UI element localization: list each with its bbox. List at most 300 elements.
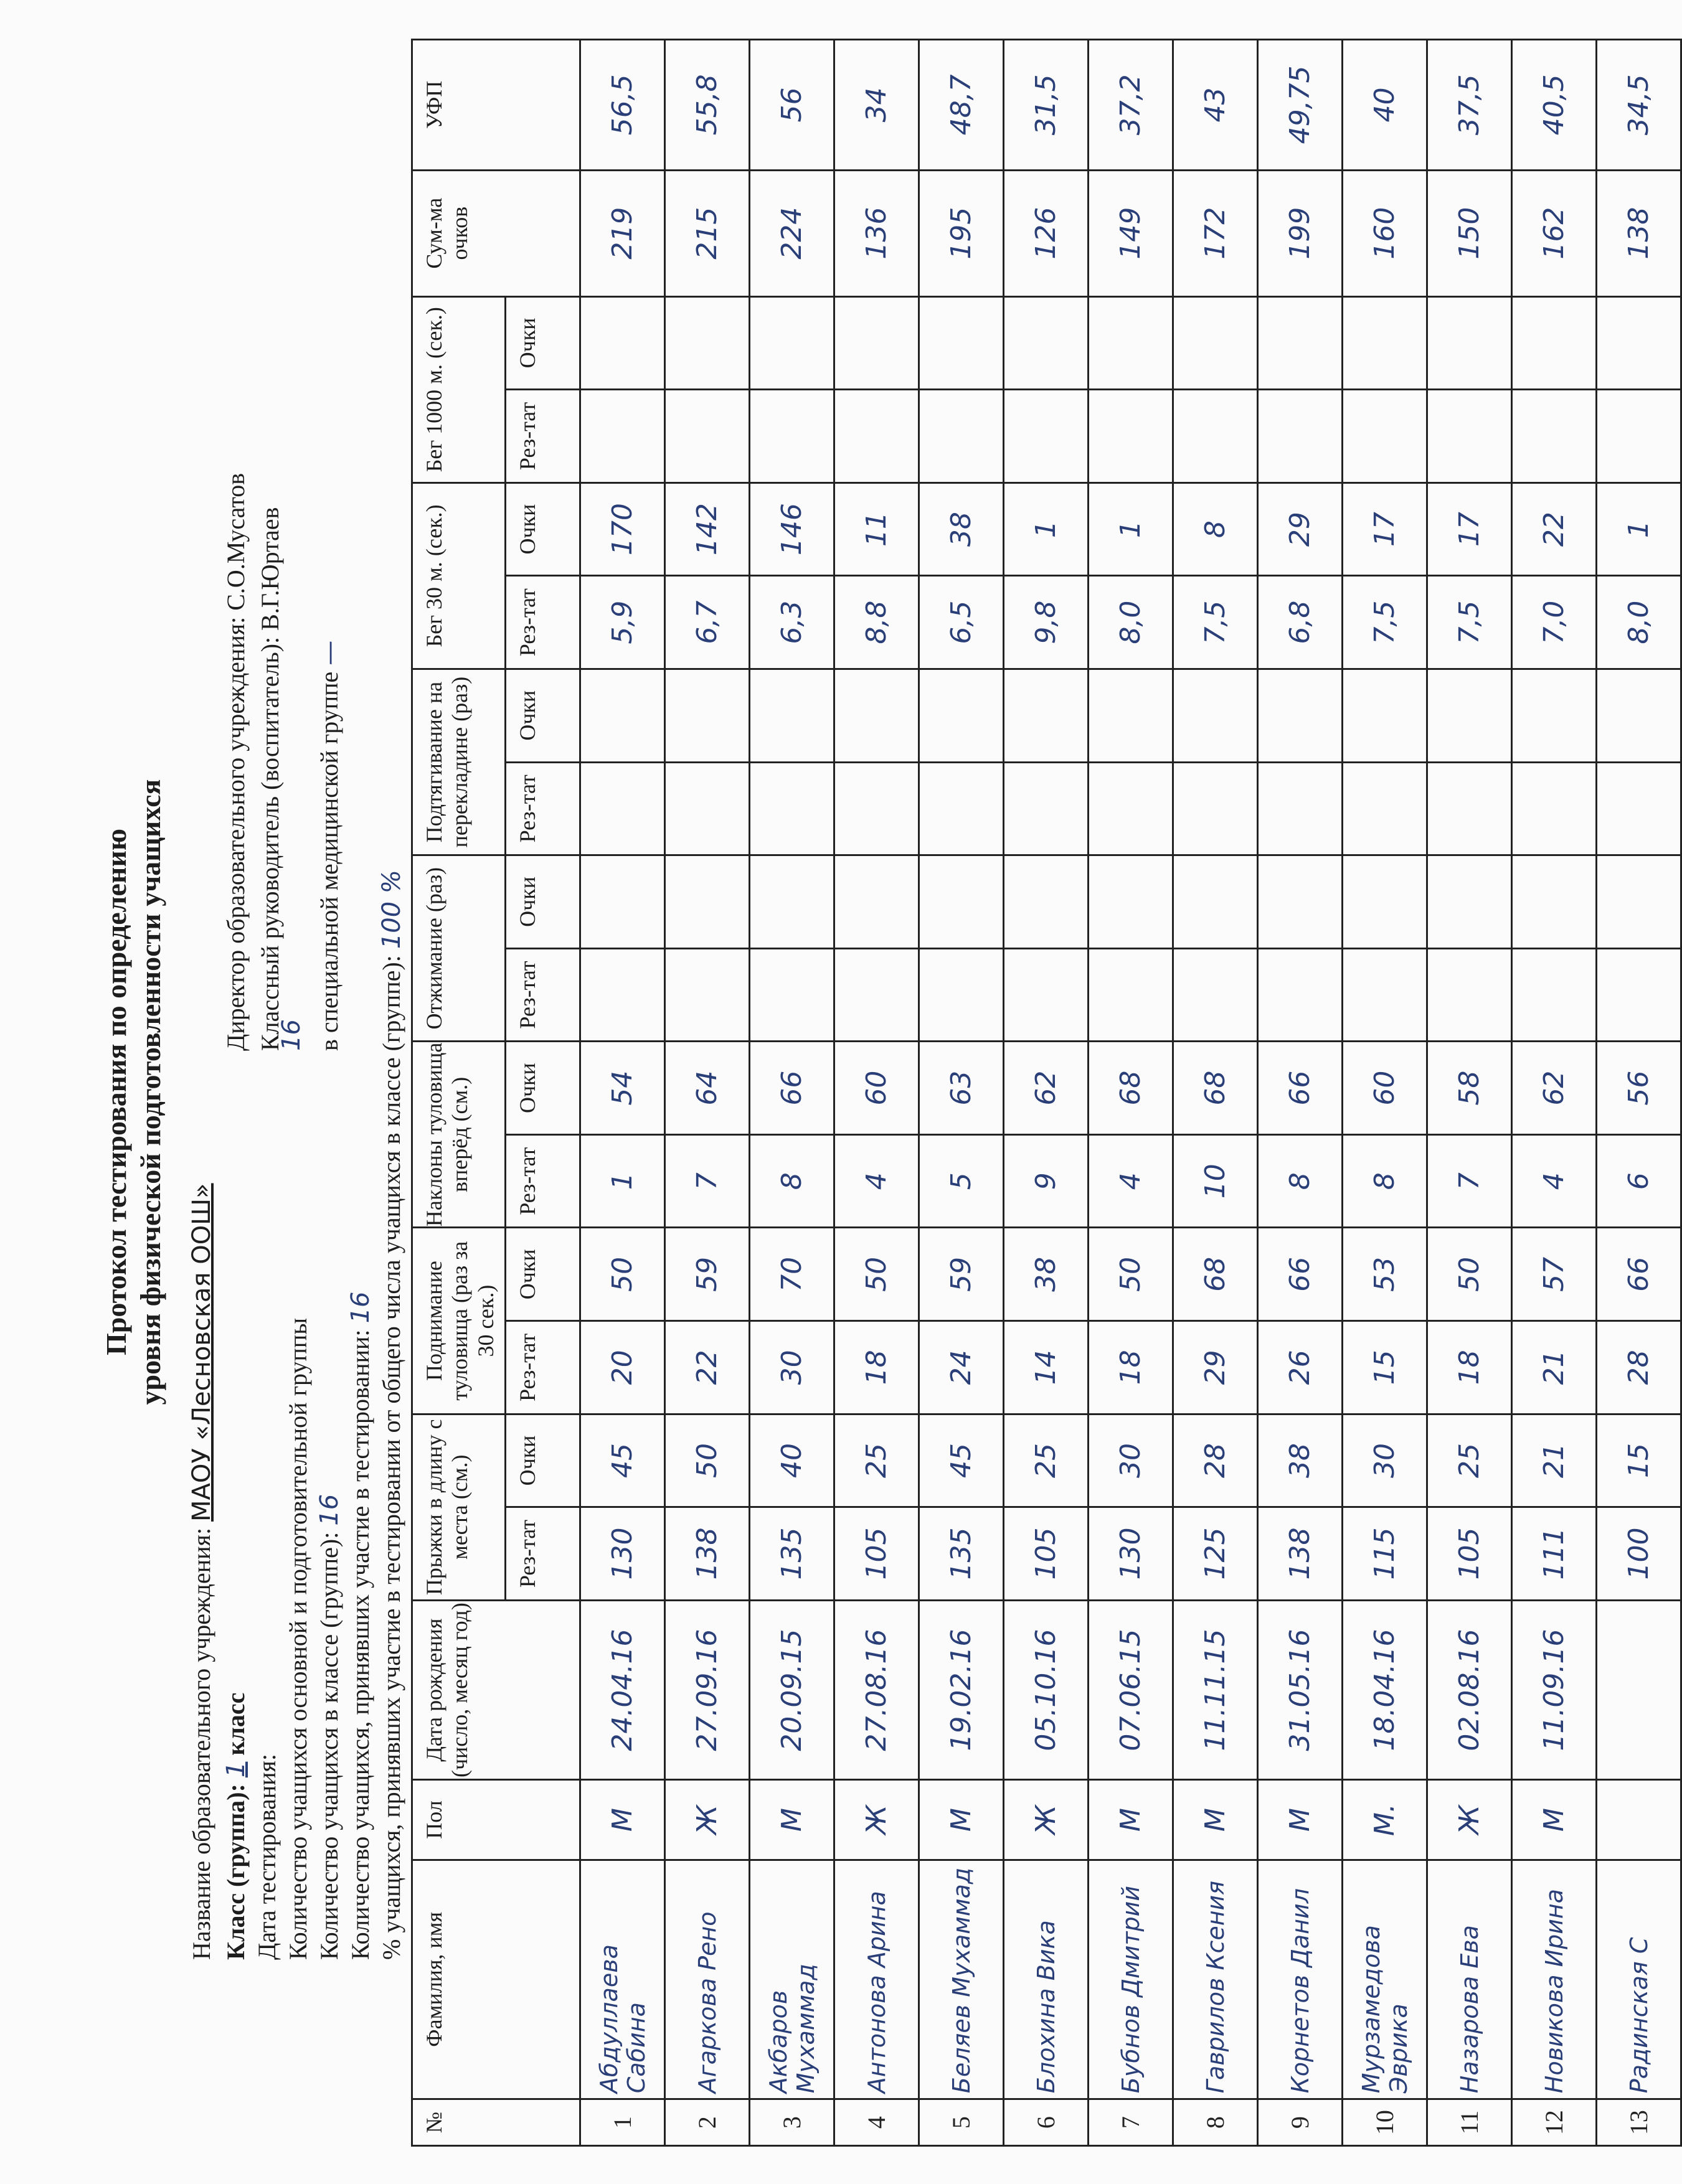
bend-result: 8 bbox=[750, 1134, 834, 1228]
sum-points: 224 bbox=[750, 170, 834, 296]
pullup-points bbox=[750, 669, 834, 762]
bend-result: 6 bbox=[1597, 1134, 1681, 1228]
class-line bbox=[221, 1693, 250, 1960]
run30-result: 9,8 bbox=[1004, 576, 1089, 669]
sum-points: 136 bbox=[834, 170, 919, 296]
teacher-value: В.Г.Юртаев bbox=[256, 507, 284, 631]
col-jump: Прыжки в длину с места (см.) bbox=[412, 1414, 506, 1600]
run30-points: 11 bbox=[834, 482, 919, 576]
bend-result: 9 bbox=[1004, 1134, 1089, 1228]
pullup-points bbox=[1427, 669, 1512, 762]
sum-points: 150 bbox=[1427, 170, 1512, 296]
student-dob bbox=[1597, 1600, 1681, 1780]
run1000-points bbox=[919, 296, 1004, 390]
pushup-result bbox=[919, 948, 1004, 1042]
table-row bbox=[1343, 40, 1427, 2146]
student-dob: 05.10.16 bbox=[1004, 1600, 1089, 1780]
run1000-result bbox=[1173, 390, 1258, 483]
table-row bbox=[580, 40, 665, 2146]
date-line bbox=[252, 1754, 281, 1960]
jump-points: 45 bbox=[919, 1414, 1004, 1507]
run30-points: 17 bbox=[1343, 482, 1427, 576]
student-name: Антонова Арина bbox=[834, 1860, 919, 2099]
percent-value: 100 % bbox=[377, 870, 406, 949]
student-sex: М bbox=[1173, 1780, 1258, 1860]
row-number: 3 bbox=[750, 2099, 834, 2146]
jump-points: 15 bbox=[1597, 1414, 1681, 1507]
jump-result: 105 bbox=[1427, 1507, 1512, 1601]
jump-points: 30 bbox=[1343, 1414, 1427, 1507]
table-header-row bbox=[412, 40, 506, 2146]
count-tested-value: 16 bbox=[346, 1291, 375, 1324]
pushup-points bbox=[834, 855, 919, 949]
jump-points: 30 bbox=[1089, 1414, 1173, 1507]
situp-result: 28 bbox=[1597, 1321, 1681, 1414]
run1000-result bbox=[665, 390, 750, 483]
subcol-pts: Очки bbox=[506, 1228, 580, 1321]
student-sex: М bbox=[1512, 1780, 1597, 1860]
col-situp: Поднимание туловища (раз за 30 сек.) bbox=[412, 1228, 506, 1414]
pushup-result bbox=[1004, 948, 1089, 1042]
student-name: Гаврилов Ксения bbox=[1173, 1860, 1258, 2099]
bend-points: 68 bbox=[1173, 1042, 1258, 1135]
col-name: Фамилия, имя bbox=[412, 1860, 580, 2099]
run1000-points bbox=[580, 296, 665, 390]
run30-result: 8,0 bbox=[1597, 576, 1681, 669]
jump-result: 138 bbox=[665, 1507, 750, 1601]
pushup-points bbox=[919, 855, 1004, 949]
subcol-pts: Очки bbox=[506, 669, 580, 762]
run30-result: 8,0 bbox=[1089, 576, 1173, 669]
student-name: Бубнов Дмитрий bbox=[1089, 1860, 1173, 2099]
bend-points: 58 bbox=[1427, 1042, 1512, 1135]
run30-result: 7,5 bbox=[1427, 576, 1512, 669]
situp-points: 38 bbox=[1004, 1228, 1089, 1321]
pullup-result bbox=[1597, 762, 1681, 855]
pushup-result bbox=[750, 948, 834, 1042]
run1000-points bbox=[1597, 296, 1681, 390]
table-row bbox=[1597, 40, 1681, 2146]
situp-points: 50 bbox=[1089, 1228, 1173, 1321]
ufp-value: 40 bbox=[1343, 40, 1427, 171]
situp-points: 59 bbox=[919, 1228, 1004, 1321]
run1000-result bbox=[1343, 390, 1427, 483]
jump-result: 105 bbox=[1004, 1507, 1089, 1601]
sum-points: 160 bbox=[1343, 170, 1427, 296]
pushup-points bbox=[580, 855, 665, 949]
run30-result: 6,8 bbox=[1258, 576, 1343, 669]
bend-points: 64 bbox=[665, 1042, 750, 1135]
pushup-result bbox=[1427, 948, 1512, 1042]
bend-points: 62 bbox=[1004, 1042, 1089, 1135]
class-value: 1 bbox=[222, 1761, 250, 1778]
student-sex: Ж bbox=[665, 1780, 750, 1860]
ufp-value: 49,75 bbox=[1258, 40, 1343, 171]
run30-points: 8 bbox=[1173, 482, 1258, 576]
ufp-value: 37,5 bbox=[1427, 40, 1512, 171]
subcol-res: Рез-тат bbox=[506, 390, 580, 483]
ufp-value: 55,8 bbox=[665, 40, 750, 171]
situp-points: 50 bbox=[1427, 1228, 1512, 1321]
run1000-points bbox=[1343, 296, 1427, 390]
pushup-points bbox=[1258, 855, 1343, 949]
situp-points: 59 bbox=[665, 1228, 750, 1321]
run1000-result bbox=[834, 390, 919, 483]
jump-points: 25 bbox=[834, 1414, 919, 1507]
pullup-result bbox=[580, 762, 665, 855]
student-dob: 31.05.16 bbox=[1258, 1600, 1343, 1780]
bend-result: 1 bbox=[580, 1134, 665, 1228]
director-line bbox=[221, 473, 250, 1051]
situp-result: 26 bbox=[1258, 1321, 1343, 1414]
pullup-result bbox=[1258, 762, 1343, 855]
bend-points: 60 bbox=[1343, 1042, 1427, 1135]
institution-label: Название образовательного учреждения: bbox=[187, 1527, 215, 1960]
jump-points: 28 bbox=[1173, 1414, 1258, 1507]
pushup-points bbox=[1597, 855, 1681, 949]
jump-result: 100 bbox=[1597, 1507, 1681, 1601]
run30-points: 29 bbox=[1258, 482, 1343, 576]
situp-result: 18 bbox=[834, 1321, 919, 1414]
situp-points: 53 bbox=[1343, 1228, 1427, 1321]
table-row bbox=[1173, 40, 1258, 2146]
row-number: 13 bbox=[1597, 2099, 1681, 2146]
situp-result: 15 bbox=[1343, 1321, 1427, 1414]
count-class-label: Количество учащихся в классе (группе): bbox=[315, 1532, 343, 1960]
jump-result: 105 bbox=[834, 1507, 919, 1601]
document-title-line1: Протокол тестирования по определению bbox=[100, 828, 132, 1356]
bend-points: 63 bbox=[919, 1042, 1004, 1135]
student-name: Блохина Вика bbox=[1004, 1860, 1089, 2099]
pushup-points bbox=[750, 855, 834, 949]
institution-line bbox=[187, 1183, 216, 1960]
run1000-points bbox=[1089, 296, 1173, 390]
subcol-pts: Очки bbox=[506, 855, 580, 949]
col-sum: Сум-ма очков bbox=[412, 170, 580, 296]
subcol-res: Рез-тат bbox=[506, 1134, 580, 1228]
student-sex: М bbox=[1258, 1780, 1343, 1860]
student-dob: 27.08.16 bbox=[834, 1600, 919, 1780]
jump-points: 38 bbox=[1258, 1414, 1343, 1507]
run30-points: 1 bbox=[1004, 482, 1089, 576]
student-name: Назарова Ева bbox=[1427, 1860, 1512, 2099]
student-sex: Ж bbox=[1004, 1780, 1089, 1860]
table-row bbox=[1427, 40, 1512, 2146]
situp-result: 18 bbox=[1089, 1321, 1173, 1414]
run1000-result bbox=[1427, 390, 1512, 483]
subcol-pts: Очки bbox=[506, 296, 580, 390]
jump-points: 25 bbox=[1427, 1414, 1512, 1507]
bend-points: 56 bbox=[1597, 1042, 1681, 1135]
bend-points: 66 bbox=[1258, 1042, 1343, 1135]
jump-points: 21 bbox=[1512, 1414, 1597, 1507]
run1000-points bbox=[1512, 296, 1597, 390]
jump-result: 115 bbox=[1343, 1507, 1427, 1601]
run30-points: 17 bbox=[1427, 482, 1512, 576]
run1000-result bbox=[1512, 390, 1597, 483]
run30-result: 7,5 bbox=[1173, 576, 1258, 669]
subcol-res: Рез-тат bbox=[506, 948, 580, 1042]
col-bend: Наклоны туловища вперёд (см.) bbox=[412, 1042, 506, 1228]
jump-result: 111 bbox=[1512, 1507, 1597, 1601]
subcol-res: Рез-тат bbox=[506, 1321, 580, 1414]
run30-result: 6,7 bbox=[665, 576, 750, 669]
jump-result: 135 bbox=[919, 1507, 1004, 1601]
student-sex: Ж bbox=[1427, 1780, 1512, 1860]
situp-points: 68 bbox=[1173, 1228, 1258, 1321]
count-class-line bbox=[314, 1494, 344, 1960]
pullup-points bbox=[1004, 669, 1089, 762]
col-pullup: Подтягивание на перекладине (раз) bbox=[412, 669, 506, 855]
table-row bbox=[919, 40, 1004, 2146]
student-sex: М bbox=[580, 1780, 665, 1860]
pushup-points bbox=[1173, 855, 1258, 949]
date-label: Дата тестирования: bbox=[253, 1753, 281, 1960]
situp-result: 22 bbox=[665, 1321, 750, 1414]
director-value: С.О.Мусатов bbox=[222, 473, 250, 611]
col-pushup: Отжимание (раз) bbox=[412, 855, 506, 1042]
sum-points: 162 bbox=[1512, 170, 1597, 296]
col-run1000: Бег 1000 м. (сек.) bbox=[412, 296, 506, 482]
run1000-result bbox=[1597, 390, 1681, 483]
situp-result: 14 bbox=[1004, 1321, 1089, 1414]
bend-result: 10 bbox=[1173, 1134, 1258, 1228]
row-number: 12 bbox=[1512, 2099, 1597, 2146]
row-number: 6 bbox=[1004, 2099, 1089, 2146]
row-number: 7 bbox=[1089, 2099, 1173, 2146]
subcol-pts: Очки bbox=[506, 1414, 580, 1507]
bend-result: 4 bbox=[834, 1134, 919, 1228]
pushup-result bbox=[1089, 948, 1173, 1042]
pushup-points bbox=[1512, 855, 1597, 949]
run1000-points bbox=[834, 296, 919, 390]
institution-value: МАОУ «Лесновская ООШ» bbox=[187, 1183, 216, 1522]
subcol-res: Рез-тат bbox=[506, 576, 580, 669]
bend-points: 68 bbox=[1089, 1042, 1173, 1135]
run1000-points bbox=[1258, 296, 1343, 390]
student-name: Мурзамедова Эврика bbox=[1343, 1860, 1427, 2099]
table-row bbox=[750, 40, 834, 2146]
student-sex: М bbox=[1089, 1780, 1173, 1860]
bend-result: 4 bbox=[1512, 1134, 1597, 1228]
count-special-value: — bbox=[315, 640, 344, 666]
col-sex: Пол bbox=[412, 1780, 580, 1860]
jump-result: 130 bbox=[580, 1507, 665, 1601]
pushup-result bbox=[665, 948, 750, 1042]
table-row bbox=[1512, 40, 1597, 2146]
student-dob: 24.04.16 bbox=[580, 1600, 665, 1780]
pullup-result bbox=[1173, 762, 1258, 855]
run30-result: 7,0 bbox=[1512, 576, 1597, 669]
run1000-points bbox=[1173, 296, 1258, 390]
pushup-points bbox=[1427, 855, 1512, 949]
student-dob: 07.06.15 bbox=[1089, 1600, 1173, 1780]
bend-points: 60 bbox=[834, 1042, 919, 1135]
count-class-value: 16 bbox=[315, 1494, 344, 1526]
pullup-points bbox=[665, 669, 750, 762]
percent-line bbox=[377, 870, 406, 1960]
row-number: 8 bbox=[1173, 2099, 1258, 2146]
count-special-label: в специальной медицинской группе bbox=[315, 671, 343, 1051]
student-dob: 19.02.16 bbox=[919, 1600, 1004, 1780]
pullup-points bbox=[919, 669, 1004, 762]
run30-result: 6,3 bbox=[750, 576, 834, 669]
situp-result: 18 bbox=[1427, 1321, 1512, 1414]
run1000-points bbox=[1427, 296, 1512, 390]
col-ufp: УФП bbox=[412, 40, 580, 171]
pullup-points bbox=[1089, 669, 1173, 762]
jump-result: 135 bbox=[750, 1507, 834, 1601]
jump-result: 130 bbox=[1089, 1507, 1173, 1601]
sum-points: 215 bbox=[665, 170, 750, 296]
pushup-points bbox=[665, 855, 750, 949]
pushup-result bbox=[1258, 948, 1343, 1042]
run1000-result bbox=[580, 390, 665, 483]
row-number: 5 bbox=[919, 2099, 1004, 2146]
count-main-value: 16 bbox=[277, 1019, 306, 1051]
situp-result: 24 bbox=[919, 1321, 1004, 1414]
pullup-points bbox=[1258, 669, 1343, 762]
run1000-result bbox=[750, 390, 834, 483]
pullup-points bbox=[1597, 669, 1681, 762]
run30-result: 5,9 bbox=[580, 576, 665, 669]
row-number: 1 bbox=[580, 2099, 665, 2146]
percent-label: % учащихся, принявших участие в тестировании от общего числа учащихся в классе (группе): bbox=[377, 955, 405, 1960]
pushup-result bbox=[1173, 948, 1258, 1042]
bend-points: 66 bbox=[750, 1042, 834, 1135]
col-num: № bbox=[412, 2099, 580, 2146]
run30-points: 170 bbox=[580, 482, 665, 576]
row-number: 9 bbox=[1258, 2099, 1343, 2146]
run30-points: 22 bbox=[1512, 482, 1597, 576]
table-row bbox=[1089, 40, 1173, 2146]
situp-points: 66 bbox=[1597, 1228, 1681, 1321]
pushup-result bbox=[580, 948, 665, 1042]
pullup-result bbox=[1427, 762, 1512, 855]
ufp-value: 37,2 bbox=[1089, 40, 1173, 171]
document-title-line2: уровня физической подготовленности учащихся bbox=[135, 779, 166, 1405]
pushup-result bbox=[1343, 948, 1427, 1042]
director-label: Директор образовательного учреждения: bbox=[222, 616, 250, 1051]
pullup-result bbox=[1512, 762, 1597, 855]
pullup-points bbox=[1512, 669, 1597, 762]
row-number: 10 bbox=[1343, 2099, 1427, 2146]
pushup-result bbox=[834, 948, 919, 1042]
table-row bbox=[1258, 40, 1343, 2146]
ufp-value: 48,7 bbox=[919, 40, 1004, 171]
student-name: Акбаров Мухаммад bbox=[750, 1860, 834, 2099]
table-row bbox=[665, 40, 750, 2146]
ufp-value: 34 bbox=[834, 40, 919, 171]
class-label: Класс (группа): bbox=[222, 1784, 250, 1960]
student-name: Абдуллаева Сабина bbox=[580, 1860, 665, 2099]
sum-points: 126 bbox=[1004, 170, 1089, 296]
pullup-points bbox=[580, 669, 665, 762]
run1000-points bbox=[1004, 296, 1089, 390]
run30-points: 1 bbox=[1597, 482, 1681, 576]
student-name: Беляев Мухаммад bbox=[919, 1860, 1004, 2099]
run30-points: 38 bbox=[919, 482, 1004, 576]
situp-result: 30 bbox=[750, 1321, 834, 1414]
pullup-points bbox=[1343, 669, 1427, 762]
student-dob: 11.09.16 bbox=[1512, 1600, 1597, 1780]
jump-points: 40 bbox=[750, 1414, 834, 1507]
sum-points: 138 bbox=[1597, 170, 1681, 296]
bend-points: 54 bbox=[580, 1042, 665, 1135]
ufp-value: 31,5 bbox=[1004, 40, 1089, 171]
jump-result: 125 bbox=[1173, 1507, 1258, 1601]
subcol-pts: Очки bbox=[506, 1042, 580, 1135]
row-number: 11 bbox=[1427, 2099, 1512, 2146]
student-dob: 27.09.16 bbox=[665, 1600, 750, 1780]
pullup-result bbox=[1343, 762, 1427, 855]
student-name: Радинская С bbox=[1597, 1860, 1681, 2099]
ufp-value: 56,5 bbox=[580, 40, 665, 171]
student-sex: Ж bbox=[834, 1780, 919, 1860]
count-tested-line bbox=[346, 1292, 375, 1960]
student-dob: 02.08.16 bbox=[1427, 1600, 1512, 1780]
row-number: 4 bbox=[834, 2099, 919, 2146]
situp-points: 50 bbox=[834, 1228, 919, 1321]
run30-points: 146 bbox=[750, 482, 834, 576]
count-main-label: Количество учащихся основной и подготовительной группы bbox=[284, 1317, 312, 1960]
situp-points: 57 bbox=[1512, 1228, 1597, 1321]
table-body bbox=[580, 40, 1681, 2146]
table-row bbox=[834, 40, 919, 2146]
ufp-value: 43 bbox=[1173, 40, 1258, 171]
pullup-result bbox=[1004, 762, 1089, 855]
situp-points: 66 bbox=[1258, 1228, 1343, 1321]
bend-result: 7 bbox=[1427, 1134, 1512, 1228]
count-main-line bbox=[283, 1318, 313, 1960]
student-dob: 20.09.15 bbox=[750, 1600, 834, 1780]
subcol-res: Рез-тат bbox=[506, 762, 580, 855]
run1000-points bbox=[665, 296, 750, 390]
pullup-result bbox=[919, 762, 1004, 855]
ufp-value: 34,5 bbox=[1597, 40, 1681, 171]
run30-points: 142 bbox=[665, 482, 750, 576]
sum-points: 172 bbox=[1173, 170, 1258, 296]
bend-points: 62 bbox=[1512, 1042, 1597, 1135]
bend-result: 8 bbox=[1258, 1134, 1343, 1228]
situp-result: 29 bbox=[1173, 1321, 1258, 1414]
teacher-label: Классный руководитель (воспитатель): bbox=[256, 636, 284, 1051]
pushup-points bbox=[1004, 855, 1089, 949]
jump-points: 45 bbox=[580, 1414, 665, 1507]
subcol-res: Рез-тат bbox=[506, 1507, 580, 1601]
student-name: Корнетов Данил bbox=[1258, 1860, 1343, 2099]
table-row bbox=[1004, 40, 1089, 2146]
ufp-value: 56 bbox=[750, 40, 834, 171]
run1000-result bbox=[1004, 390, 1089, 483]
student-dob: 11.11.15 bbox=[1173, 1600, 1258, 1780]
jump-points: 50 bbox=[665, 1414, 750, 1507]
bend-result: 8 bbox=[1343, 1134, 1427, 1228]
run1000-result bbox=[1089, 390, 1173, 483]
situp-points: 50 bbox=[580, 1228, 665, 1321]
pushup-points bbox=[1089, 855, 1173, 949]
run30-points: 1 bbox=[1089, 482, 1173, 576]
col-run30: Бег 30 м. (сек.) bbox=[412, 482, 506, 669]
test-results-table bbox=[411, 39, 1682, 2147]
sum-points: 219 bbox=[580, 170, 665, 296]
pullup-points bbox=[834, 669, 919, 762]
jump-result: 138 bbox=[1258, 1507, 1343, 1601]
sum-points: 199 bbox=[1258, 170, 1343, 296]
class-suffix: класс bbox=[222, 1692, 250, 1756]
pullup-result bbox=[750, 762, 834, 855]
student-sex: М bbox=[919, 1780, 1004, 1860]
